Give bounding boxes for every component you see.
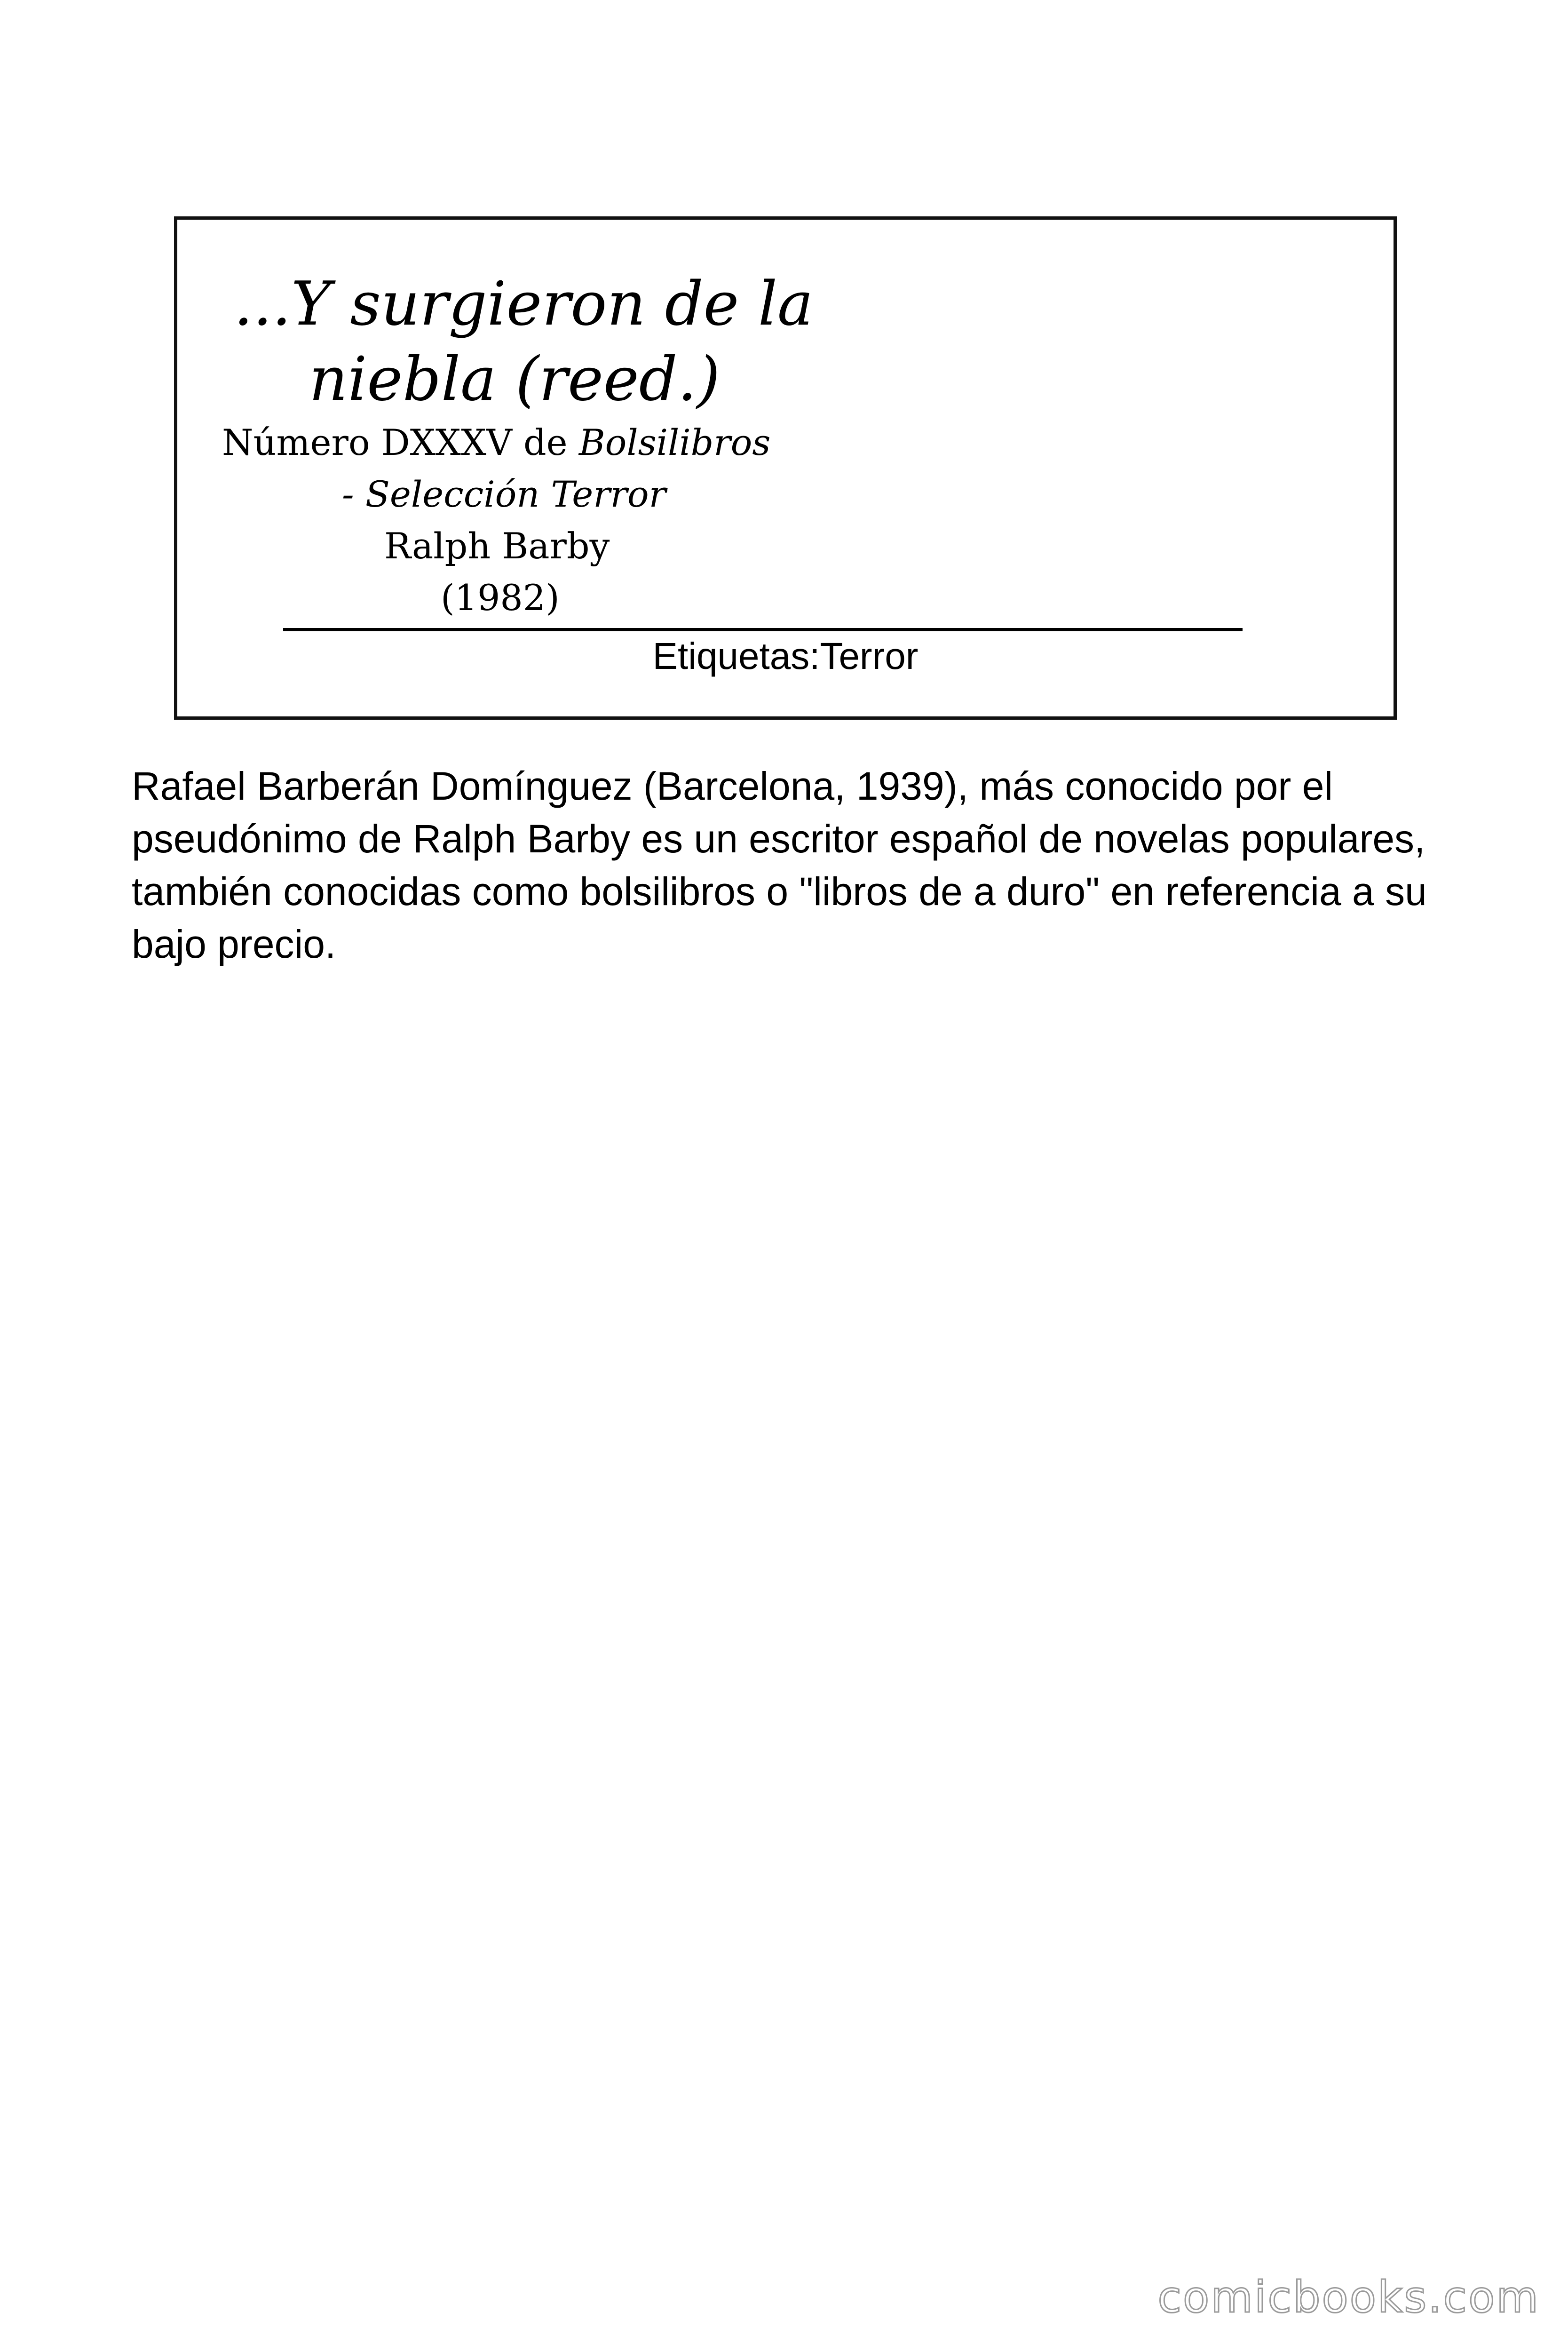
book-title xyxy=(234,267,1127,417)
watermark-logo: comicbooks.com xyxy=(1157,2272,1540,2322)
book-title-line2: niebla (reed.) xyxy=(309,344,721,414)
series-prefix: Número DXXXV de xyxy=(222,421,579,463)
author-description: Rafael Barberán Domínguez (Barcelona, 1939), más conocido por el pseudónimo de Ralph Barby es un escritor español de novelas populares, también conocidas como bolsilibros o "libros de a duro" en referencia a su bajo precio. xyxy=(132,764,1427,966)
series-name: Bolsilibros xyxy=(578,421,771,463)
book-title-line1: ...Y surgieron de la xyxy=(234,269,814,339)
tags-label: Etiquetas:Terror xyxy=(652,635,919,677)
publication-year: (1982) xyxy=(441,577,560,619)
series-collection: - Selección Terror xyxy=(342,473,666,515)
divider-line xyxy=(283,628,1243,631)
series-number xyxy=(222,417,1022,468)
book-info-box xyxy=(174,216,1397,720)
author-name: Ralph Barby xyxy=(384,525,610,567)
